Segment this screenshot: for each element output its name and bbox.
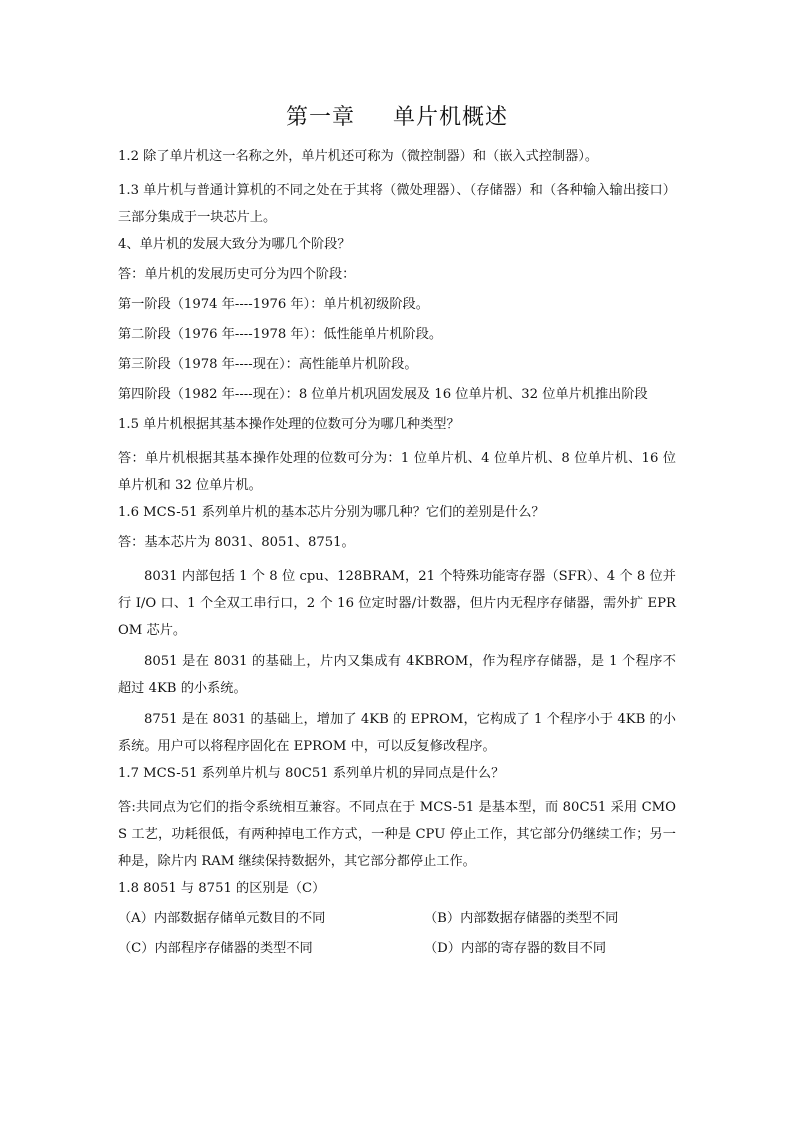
stage-1: 第一阶段（1974 年----1976 年）：单片机初级阶段。 xyxy=(118,297,429,312)
question-1-5: 1.5 单片机根据其基本操作处理的位数可分为哪几种类型？ xyxy=(118,417,460,432)
chapter-number: 第一章 xyxy=(285,105,355,130)
answer-1-5: 答：单片机根据其基本操作处理的位数可分为：1 位单片机、4 位单片机、8 位单片机、16 位单片机和 32 位单片机。 xyxy=(118,451,676,493)
option-a: （A）内部数据存储单元数目的不同 xyxy=(118,911,326,926)
paragraph-8751: 8751 是在 8031 的基础上，增加了 4KB 的 EPROM，它构成了 1 个程序小于 4KB 的小系统。用户可以将程序固化在 EPROM 中，可以反复修改程序。 xyxy=(118,712,676,754)
chapter-name: 单片机概述 xyxy=(393,105,509,130)
document-content xyxy=(118,103,676,969)
answer-1-7: 答:共同点为它们的指令系统相互兼容。不同点在于 MCS-51 是基本型，而 80C51 采用 CMOS 工艺，功耗很低，有两种掉电工作方式，一种是 CPU 停止工作，其它部分仍继续工作；另一种是，除片内 RAM 继续保持数据外，其它部分都停止工作。 xyxy=(118,800,676,869)
option-c: （C）内部程序存储器的类型不同 xyxy=(118,941,313,956)
options-row-2 xyxy=(118,939,676,959)
stage-2: 第二阶段（1976 年----1978 年）：低性能单片机阶段。 xyxy=(118,327,443,342)
answer-4: 答：单片机的发展历史可分为四个阶段： xyxy=(118,267,356,282)
question-1-8: 1.8 8051 与 8751 的区别是（C） xyxy=(118,881,326,896)
question-1-7: 1.7 MCS-51 系列单片机与 80C51 系列单片机的异同点是什么？ xyxy=(118,766,505,781)
question-1-6: 1.6 MCS-51 系列单片机的基本芯片分别为哪几种？它们的差别是什么？ xyxy=(118,505,545,520)
line-1-3: 1.3 单片机与普通计算机的不同之处在于其将（微处理器）、（存储器）和（各种输入输出接口）三部分集成于一块芯片上。 xyxy=(118,183,676,225)
paragraph-8031: 8031 内部包括 1 个 8 位 cpu、128BRAM，21 个特殊功能寄存器（SFR）、4 个 8 位并行 I/O 口、1 个全双工串行口，2 个 16 位定时器/计数器，但片内无程序存储器，需外扩 EPROM 芯片。 xyxy=(118,569,676,638)
stage-4: 第四阶段（1982 年----现在）：8 位单片机巩固发展及 16 位单片机、32 位单片机推出阶段 xyxy=(118,387,648,402)
line-1-2: 1.2 除了单片机这一名称之外，单片机还可称为（微控制器）和（嵌入式控制器）。 xyxy=(118,149,599,164)
paragraph-8051: 8051 是在 8031 的基础上，片内又集成有 4KBROM，作为程序存储器，是 1 个程序不超过 4KB 的小系统。 xyxy=(118,654,676,696)
option-b: （B）内部数据存储器的类型不同 xyxy=(424,911,619,926)
options-row-1 xyxy=(118,909,676,929)
answer-1-6: 答：基本芯片为 8031、8051、8751。 xyxy=(118,535,355,550)
option-d: （D）内部的寄存器的数目不同 xyxy=(424,941,607,956)
stage-3: 第三阶段（1978 年----现在）：高性能单片机阶段。 xyxy=(118,357,418,372)
chapter-title xyxy=(118,103,676,133)
question-4: 4、单片机的发展大致分为哪几个阶段？ xyxy=(118,237,351,252)
